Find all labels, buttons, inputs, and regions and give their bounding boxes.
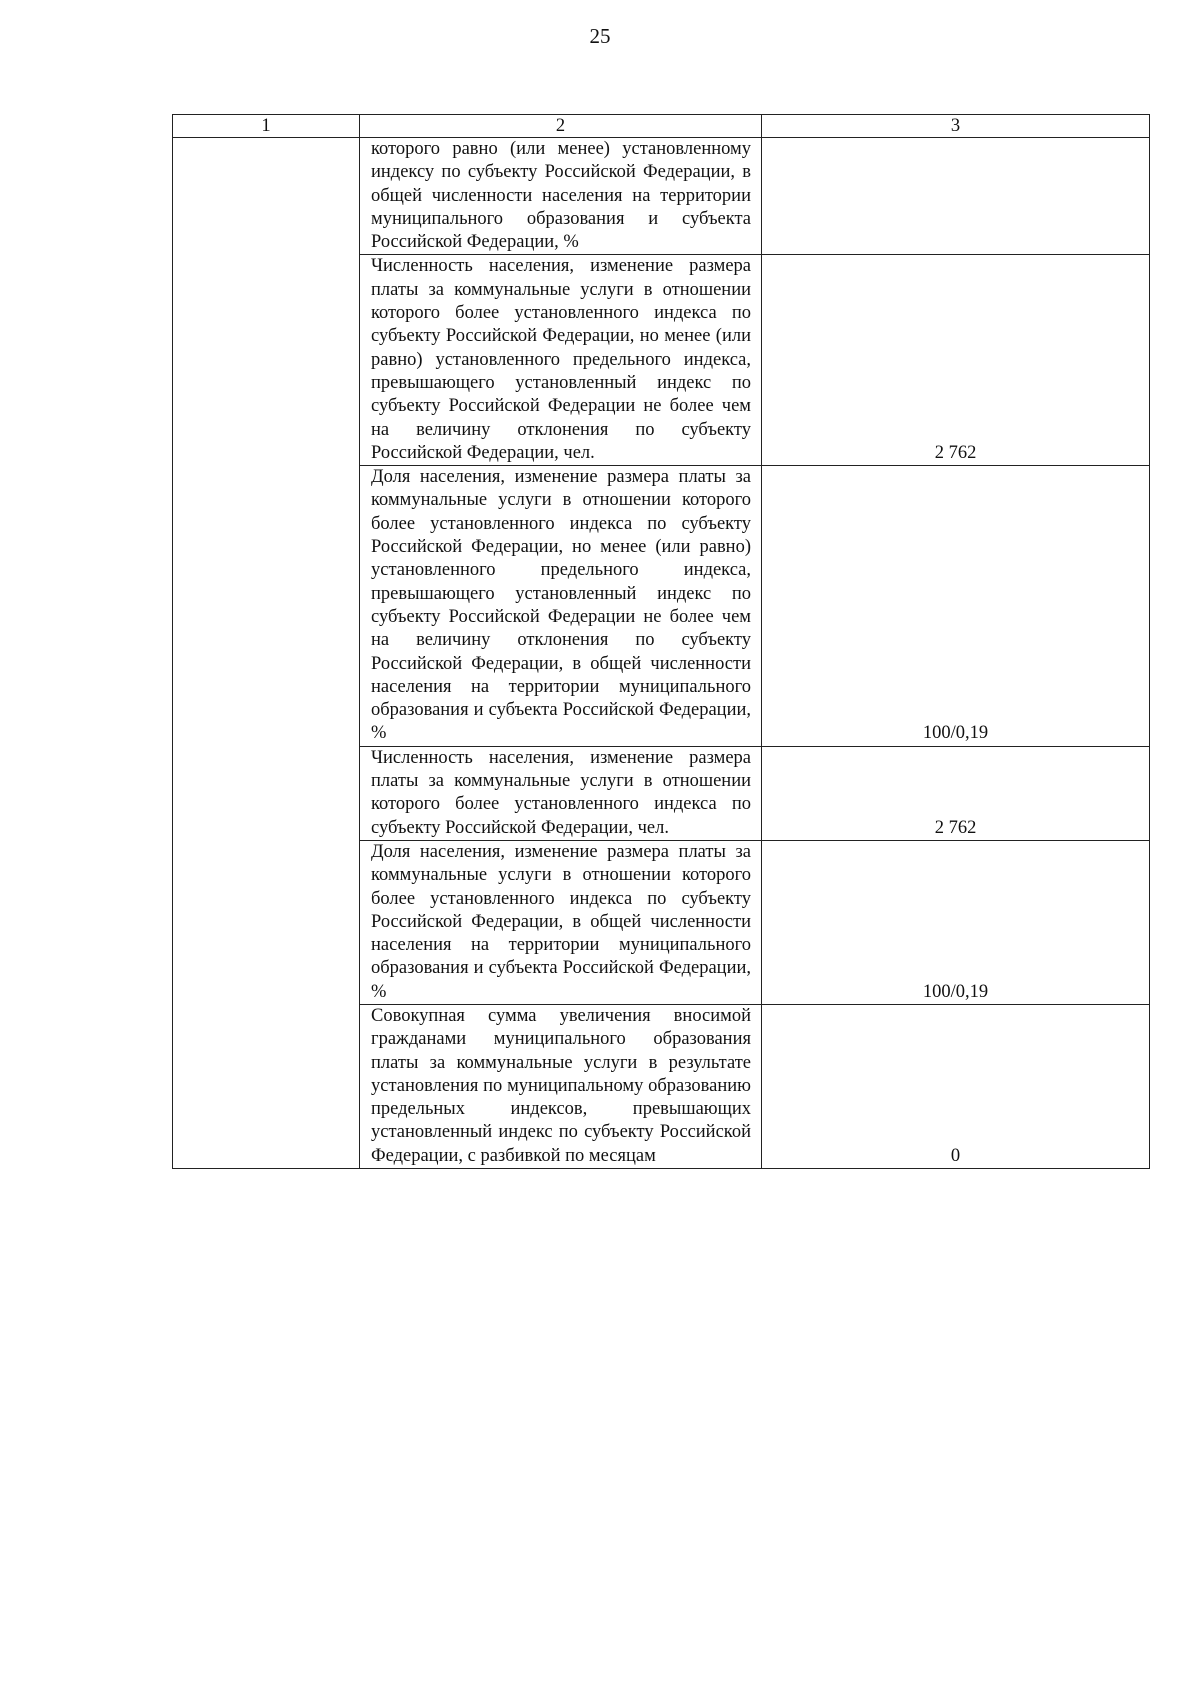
row-value: 0: [762, 1004, 1150, 1168]
row-description: Численность населения, изменение размера платы за коммунальные услуги в отношении которого более установленного индекса по субъекту Российской Федерации, но менее (или равно) установленного предельного индекса, превышающего установленный индекс по субъекту Российской Федерации не более чем на величину отклонения по субъекту Российской Федерации, чел.: [360, 255, 762, 466]
column-header-1: 1: [173, 115, 360, 138]
row-description: Доля населения, изменение размера платы за коммунальные услуги в отношении которого более установленного индекса по субъекту Российской Федерации, но менее (или равно) установленного предельного индекса, превышающего установленный индекс по субъекту Российской Федерации не более чем на величину отклонения по субъекту Российской Федерации, в общей численности населения на территории муниципального образования и субъекта Российской Федерации, %: [360, 466, 762, 747]
row-description: Совокупная сумма увеличения вносимой гражданами муниципального образования платы за коммунальные услуги в результате установления по муниципальному образованию предельных индексов, превышающих установленный индекс по субъекту Российской Федерации, с разбивкой по месяцам: [360, 1004, 762, 1168]
row-value: 2 762: [762, 255, 1150, 466]
table-row: [173, 138, 1150, 255]
row-description: Доля населения, изменение размера платы за коммунальные услуги в отношении которого более установленного индекса по субъекту Российской Федерации, в общей численности населения на территории муниципального образования и субъекта Российской Федерации, %: [360, 840, 762, 1004]
indicator-table: [172, 114, 1150, 1169]
row-value: 2 762: [762, 746, 1150, 840]
row-value: [762, 138, 1150, 255]
page-number: 25: [589, 24, 611, 48]
row-description: которого равно (или менее) установленному индексу по субъекту Российской Федерации, в общей численности населения на территории муниципального образования и субъекта Российской Федерации, %: [360, 138, 762, 255]
row-description: Численность населения, изменение размера платы за коммунальные услуги в отношении которого более установленного индекса по субъекту Российской Федерации, чел.: [360, 746, 762, 840]
column-header-3: 3: [762, 115, 1150, 138]
row-blank-cell: [173, 138, 360, 1169]
table-header-row: [173, 115, 1150, 138]
row-value: 100/0,19: [762, 840, 1150, 1004]
row-value: 100/0,19: [762, 466, 1150, 747]
column-header-2: 2: [360, 115, 762, 138]
